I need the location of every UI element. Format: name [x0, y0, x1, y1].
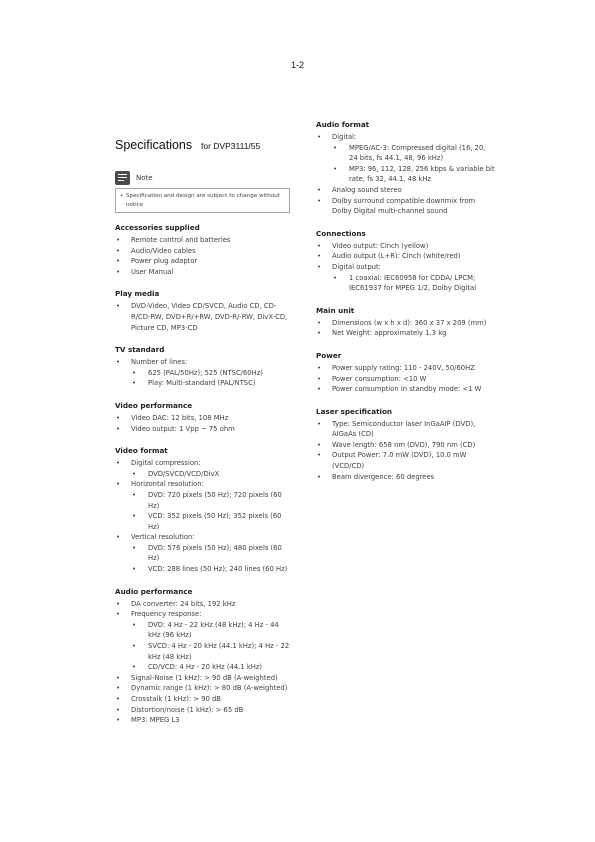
spec-list: [115, 235, 290, 277]
spec-item: [316, 185, 496, 196]
spec-item: [316, 318, 496, 329]
spec-sublist: [131, 490, 290, 532]
spec-item: [115, 673, 290, 684]
spec-item: [115, 479, 290, 532]
title-model: for DVP3111/55: [201, 141, 261, 151]
spec-subitem: • DVD: 4 Hz - 22 kHz (48 kHz); 4 Hz - 44 kHz (96 kHz): [131, 620, 290, 641]
spec-item: [316, 384, 496, 395]
note-item: • Specification and design are subject to change without notice: [120, 192, 284, 209]
spec-item: [316, 328, 496, 339]
spec-item-text: Analog sound stereo: [332, 185, 402, 194]
spec-sublist: [131, 543, 290, 575]
spec-item: [316, 419, 496, 440]
spec-sublist: [332, 143, 496, 185]
spec-item-text: Output Power: 7.0 mW (DVD), 10.0 mW (VCD/CD): [332, 451, 467, 471]
section-video-performance: [115, 401, 290, 434]
spec-item: [115, 424, 290, 435]
spec-subitem: • SVCD: 4 Hz - 20 kHz (44.1 kHz); 4 Hz - 22 kHz (48 kHz): [131, 641, 290, 662]
spec-subitem: • 1 coaxial: IEC60958 for CDDA/ LPCM; IEC61937 for MPEG 1/2, Dolby Digital: [332, 273, 496, 294]
section-title: Main unit: [316, 305, 355, 315]
right-column: [316, 120, 496, 494]
section-power: [316, 351, 496, 395]
spec-list: [115, 458, 290, 575]
page-number: 1-2: [290, 60, 304, 70]
spec-subitem: • DVD/SVCD/VCD/DivX: [131, 469, 290, 480]
spec-item-text: Video output: 1 Vpp ~ 75 ohm: [131, 424, 235, 433]
spec-item: [316, 196, 496, 217]
spec-item-text: Remote control and batteries: [131, 236, 231, 244]
spec-item-text: Power supply rating: 110 - 240V, 50/60HZ: [332, 363, 475, 372]
spec-list: [316, 241, 496, 294]
spec-item-text: Power consumption: <10 W: [332, 374, 427, 383]
section-title: TV standard: [115, 345, 165, 355]
spec-item-text: Beam divergence: 60 degrees: [332, 472, 435, 481]
spec-item: [115, 235, 290, 246]
spec-item: [316, 262, 496, 294]
page-title: [115, 120, 290, 157]
spec-item-text: Dynamic range (1 kHz): > 80 dB (A-weighted): [131, 684, 288, 693]
spec-item-text: Digital output:: [332, 262, 381, 271]
note-header: [115, 170, 290, 185]
section-title: Power: [316, 350, 342, 360]
spec-item-text: Number of lines:: [131, 358, 188, 367]
spec-item-text: Wave length: 658 nm (DVD), 790 nm (CD): [332, 440, 476, 449]
note-label: Note: [136, 173, 153, 182]
spec-item: [115, 683, 290, 694]
spec-list: [115, 357, 290, 389]
spec-sublist: [332, 273, 496, 294]
spec-item: [115, 458, 290, 479]
spec-item: [316, 241, 496, 252]
spec-item-text: Video DAC: 12 bits, 108 MHz: [131, 413, 229, 422]
spec-item-text: Dimensions (w x h x d): 360 x 37 x 209 (mm): [332, 318, 487, 327]
section-tv-standard: [115, 345, 290, 389]
spec-item-text: User Manual: [131, 267, 174, 276]
spec-item-text: Audio output (L+R): Cinch (white/red): [332, 252, 461, 261]
note-block: [115, 170, 290, 213]
spec-item: [115, 357, 290, 389]
spec-item-text: Dolby surround compatible downmix from Dolby Digital multi-channel sound: [332, 196, 476, 216]
spec-item: [115, 246, 290, 257]
spec-item-text: Net Weight: approximately 1.3 kg: [332, 329, 447, 338]
spec-item-text: DVD-Video, Video CD/SVCD, Audio CD, CD-R/CD-RW, DVD+R/+RW, DVD-R/-RW, DivX-CD, Picture CD, MP3-CD: [131, 302, 288, 332]
spec-item-text: Frequency response:: [131, 610, 202, 619]
spec-subitem: • VCD: 288 lines (50 Hz); 240 lines (60 Hz): [131, 564, 290, 575]
spec-item: [115, 256, 290, 267]
spec-item: [316, 374, 496, 385]
spec-item-text: Power plug adaptor: [131, 257, 198, 266]
spec-item: [115, 532, 290, 574]
spec-list: [115, 301, 290, 333]
spec-item: [316, 472, 496, 483]
spec-list: [115, 413, 290, 434]
spec-sublist: [131, 469, 290, 480]
right-sections: [316, 120, 496, 482]
spec-list: [115, 599, 290, 726]
section-accessories-supplied: [115, 223, 290, 277]
section-title: Video format: [115, 446, 168, 456]
spec-item: [115, 599, 290, 610]
section-title: Audio format: [316, 120, 370, 129]
spec-subitem: • VCD: 352 pixels (50 Hz); 352 pixels (60 Hz): [131, 511, 290, 532]
spec-subitem: • DVD: 720 pixels (50 Hz); 720 pixels (60 Hz): [131, 490, 290, 511]
section-audio-format: [316, 120, 496, 217]
spec-list: [316, 318, 496, 339]
spec-item-text: Power consumption in standby mode: <1 W: [332, 385, 482, 394]
spec-item: [115, 705, 290, 716]
section-laser-specification: [316, 407, 496, 483]
section-title: Connections: [316, 228, 366, 238]
spec-subitem: • DVD: 576 pixels (50 Hz); 480 pixels (60 Hz): [131, 543, 290, 564]
spec-sublist: [131, 620, 290, 673]
spec-item-text: Digital compression:: [131, 459, 201, 468]
spec-item: [316, 132, 496, 185]
spec-item-text: Video output: Cinch (yellow): [332, 241, 429, 250]
spec-item: [316, 450, 496, 471]
note-box: [115, 188, 290, 213]
section-audio-performance: [115, 587, 290, 726]
note-icon: [115, 171, 130, 185]
spec-item: [115, 609, 290, 673]
spec-item-text: Vertical resolution:: [131, 533, 195, 542]
spec-list: [316, 132, 496, 217]
spec-item: [115, 267, 290, 278]
section-title: Laser specification: [316, 406, 393, 416]
spec-subitem: • CD/VCD: 4 Hz - 20 kHz (44.1 kHz): [131, 662, 290, 673]
spec-item: [316, 363, 496, 374]
spec-item: [115, 694, 290, 705]
section-title: Video performance: [115, 400, 193, 410]
left-column: [115, 120, 290, 738]
spec-item: [115, 413, 290, 424]
spec-item-text: Signal-Noise (1 kHz): > 90 dB (A-weighted): [131, 673, 278, 682]
spec-item-text: Type: Semiconductor laser InGaAIP (DVD), AIGaAs (CD): [332, 419, 476, 439]
spec-subitem: • MP3: 96, 112, 128, 256 kbps & variable bit rate, fs 32, 44.1, 48 kHz: [332, 164, 496, 185]
spec-item-text: Crosstalk (1 kHz): > 90 dB: [131, 695, 221, 703]
title-main: Specifications: [115, 138, 193, 152]
spec-item-text: MP3: MPEG L3: [131, 716, 180, 725]
spec-list: [316, 419, 496, 483]
spec-item-text: Horizontal resolution:: [131, 480, 204, 489]
section-video-format: [115, 446, 290, 575]
section-main-unit: [316, 306, 496, 339]
spec-item-text: DA converter: 24 bits, 192 kHz: [131, 599, 236, 608]
section-title: Accessories supplied: [115, 223, 200, 232]
spec-subitem: • Play: Multi-standard (PAL/NTSC): [131, 378, 290, 389]
spec-sublist: [131, 368, 290, 389]
spec-subitem: • 625 (PAL/50Hz); 525 (NTSC/60Hz): [131, 368, 290, 379]
spec-item: [115, 301, 290, 333]
spec-item-text: Digital:: [332, 133, 357, 141]
spec-item: [115, 715, 290, 726]
spec-item-text: Distortion/noise (1 kHz): > 65 dB: [131, 705, 244, 714]
spec-item: [316, 440, 496, 451]
spec-list: [316, 363, 496, 395]
section-title: Play media: [115, 289, 160, 299]
section-title: Audio performance: [115, 586, 193, 596]
left-sections: [115, 223, 290, 726]
spec-subitem: • MPEG/AC-3: Compressed digital (16, 20, 24 bits, fs 44.1, 48, 96 kHz): [332, 143, 496, 164]
spec-item: [316, 251, 496, 262]
spec-item-text: Audio/Video cables: [131, 246, 196, 255]
section-connections: [316, 229, 496, 294]
section-play-media: [115, 289, 290, 333]
